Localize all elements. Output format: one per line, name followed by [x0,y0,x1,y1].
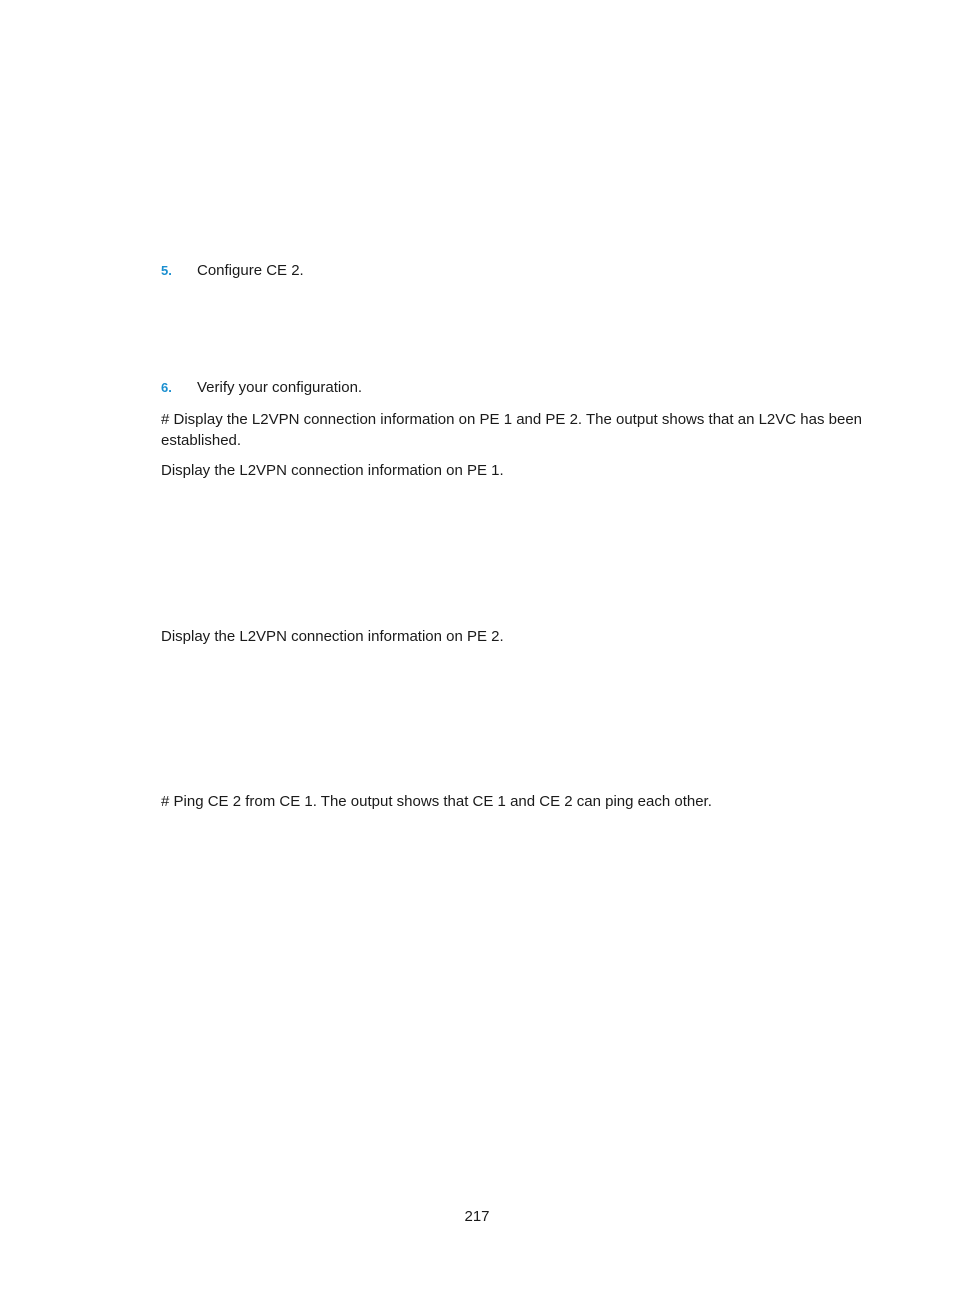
display-pe1-paragraph: Display the L2VPN connection information on PE 1. [161,462,504,479]
step-text: Verify your configuration. [197,379,363,396]
step-text: Configure CE 2. [197,262,304,279]
ping-paragraph: # Ping CE 2 from CE 1. The output shows that CE 1 and CE 2 can ping each other. [161,793,712,810]
step-6 [161,378,362,398]
display-pe2-paragraph: Display the L2VPN connection information on PE 2. [161,628,504,645]
page-number: 217 [464,1208,490,1225]
step-5 [161,261,304,281]
step-number: 5. [161,263,172,278]
display-intro-paragraph: # Display the L2VPN connection information on PE 1 and PE 2. The output shows that an L2VC has been established. [161,411,863,449]
step-number: 6. [161,380,172,395]
